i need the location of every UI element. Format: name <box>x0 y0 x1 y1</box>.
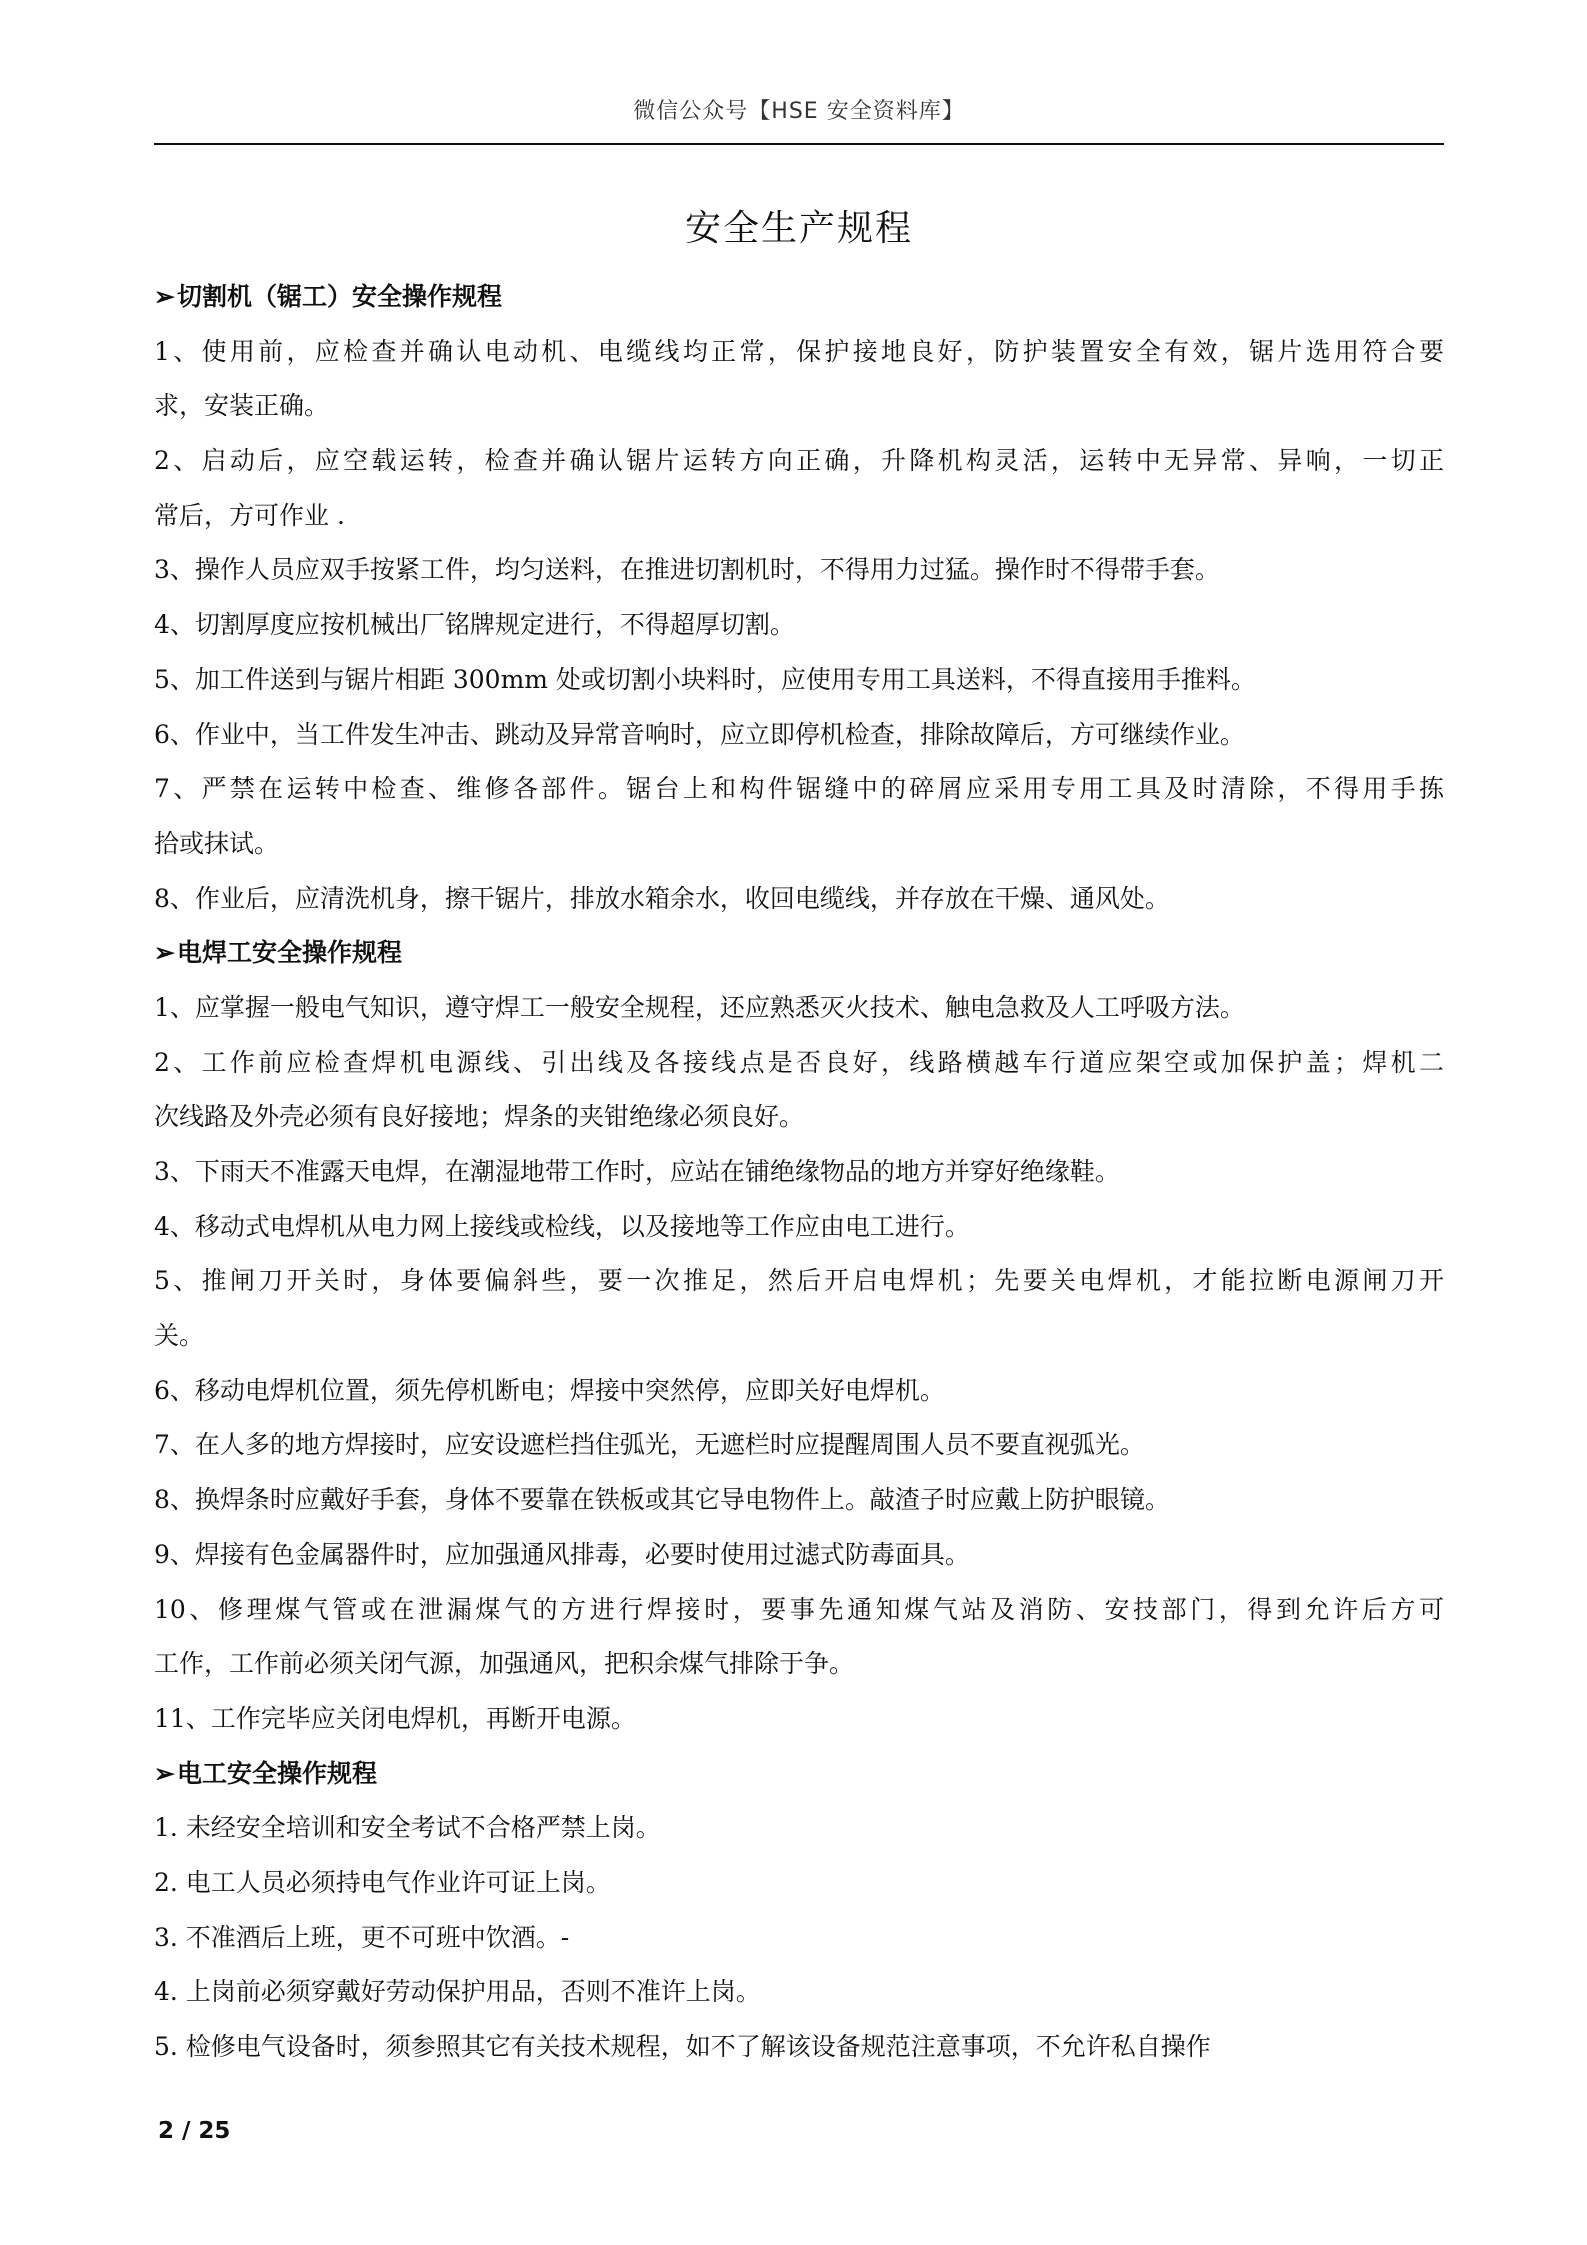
page-header: 微信公众号【HSE 安全资料库】 <box>633 99 965 124</box>
text-line: 2、启动后，应空载运转，检查并确认锯片运转方向正确，升降机构灵活，运转中无异常、异响，一切正 <box>154 446 1444 476</box>
text-line: 3、下雨天不准露天电焊，在潮湿地带工作时，应站在铺绝缘物品的地方并穿好绝缘鞋。 <box>154 1157 1120 1186</box>
text-line: 10、修理煤气管或在泄漏煤气的方进行焊接时，要事先通知煤气站及消防、安技部门，得到允许后方可 <box>154 1594 1444 1624</box>
text-line: 8、换焊条时应戴好手套，身体不要靠在铁板或其它导电物件上。敲渣子时应戴上防护眼镜。 <box>154 1485 1170 1515</box>
arrow-bullet-icon: ➢ <box>154 282 175 311</box>
text-line: 3、操作人员应双手按紧工件，均匀送料，在推进切割机时，不得用力过猛。操作时不得带手套。 <box>154 555 1220 585</box>
section-heading <box>154 926 1444 981</box>
section-heading-text: 电工安全操作规程 <box>176 1758 377 1788</box>
arrow-bullet-icon: ➢ <box>154 1758 175 1788</box>
text-line: 4. 上岗前必须穿戴好劳动保护用品，否则不准许上岗。 <box>154 1977 761 2007</box>
text-line: 拾或抹试。 <box>154 828 280 858</box>
text-line: 4、切割厚度应按机械出厂铭牌规定进行，不得超厚切割。 <box>154 610 795 640</box>
text-line: 关。 <box>154 1321 205 1351</box>
text-line: 工作，工作前必须关闭气源，加强通风，把积余煤气排除于争。 <box>154 1649 855 1679</box>
text-line: 2. 电工人员必须持电气作业许可证上岗。 <box>154 1867 611 1897</box>
section-heading-text: 电焊工安全操作规程 <box>176 938 402 968</box>
text-line: 1. 未经安全培训和安全考试不合格严禁上岗。 <box>154 1813 661 1843</box>
text-line: 5. 检修电气设备时，须参照其它有关技术规程，如不了解该设备规范注意事项，不允许私自操作 <box>154 2032 1211 2061</box>
text-line: 2、工作前应检查焊机电源线、引出线及各接线点是否良好，线路横越车行道应架空或加保护盖；焊机二 <box>154 1047 1444 1077</box>
text-line: 7、严禁在运转中检查、维修各部件。锯台上和构件锯缝中的碎屑应采用专用工具及时清除，不得用手拣 <box>154 774 1444 804</box>
document-body <box>154 270 1444 2075</box>
text-line: 常后，方可作业 . <box>154 500 345 530</box>
text-line: 11、工作完毕应关闭电焊机，再断开电源。 <box>154 1703 636 1733</box>
text-line: 6、作业中，当工件发生冲击、跳动及异常音响时，应立即停机检查，排除故障后，方可继续作业。 <box>154 719 1245 749</box>
text-line: 1、使用前，应检查并确认电动机、电缆线均正常，保护接地良好，防护装置安全有效，锯片选用符合要 <box>154 336 1444 366</box>
text-line: 求，安装正确。 <box>154 391 330 421</box>
text-line: 7、在人多的地方焊接时，应安设遮栏挡住弧光，无遮栏时应提醒周围人员不要直视弧光。 <box>154 1430 1145 1460</box>
text-line: 1、应掌握一般电气知识，遵守焊工一般安全规程，还应熟悉灭火技术、触电急救及人工呼吸方法。 <box>154 992 1245 1022</box>
text-line: 3. 不准酒后上班，更不可班中饮酒。- <box>154 1922 570 1952</box>
text-line: 5、加工件送到与锯片相距 300mm 处或切割小块料时，应使用专用工具送料，不得直接用手推料。 <box>154 664 1256 694</box>
document-title: 安全生产规程 <box>684 208 913 249</box>
section-heading-text: 切割机（锯工）安全操作规程 <box>176 282 502 311</box>
text-line: 4、移动式电焊机从电力网上接线或检线，以及接地等工作应由电工进行。 <box>154 1211 970 1241</box>
text-line: 9、焊接有色金属器件时，应加强通风排毒，必要时使用过滤式防毒面具。 <box>154 1539 970 1569</box>
header-divider <box>154 143 1444 145</box>
page-number: 2 / 25 <box>158 2118 231 2144</box>
text-line: 次线路及外壳必须有良好接地；焊条的夹钳绝缘必须良好。 <box>154 1102 805 1132</box>
section-heading <box>154 1747 1444 1802</box>
text-line: 6、移动电焊机位置，须先停机断电；焊接中突然停，应即关好电焊机。 <box>154 1375 945 1405</box>
text-line: 8、作业后，应清洗机身，擦干锯片，排放水箱余水，收回电缆线，并存放在干燥、通风处。 <box>154 883 1170 913</box>
text-line: 5、推闸刀开关时，身体要偏斜些，要一次推足，然后开启电焊机；先要关电焊机，才能拉断电源闸刀开 <box>154 1266 1444 1296</box>
arrow-bullet-icon: ➢ <box>154 938 175 968</box>
section-heading <box>154 270 1444 325</box>
